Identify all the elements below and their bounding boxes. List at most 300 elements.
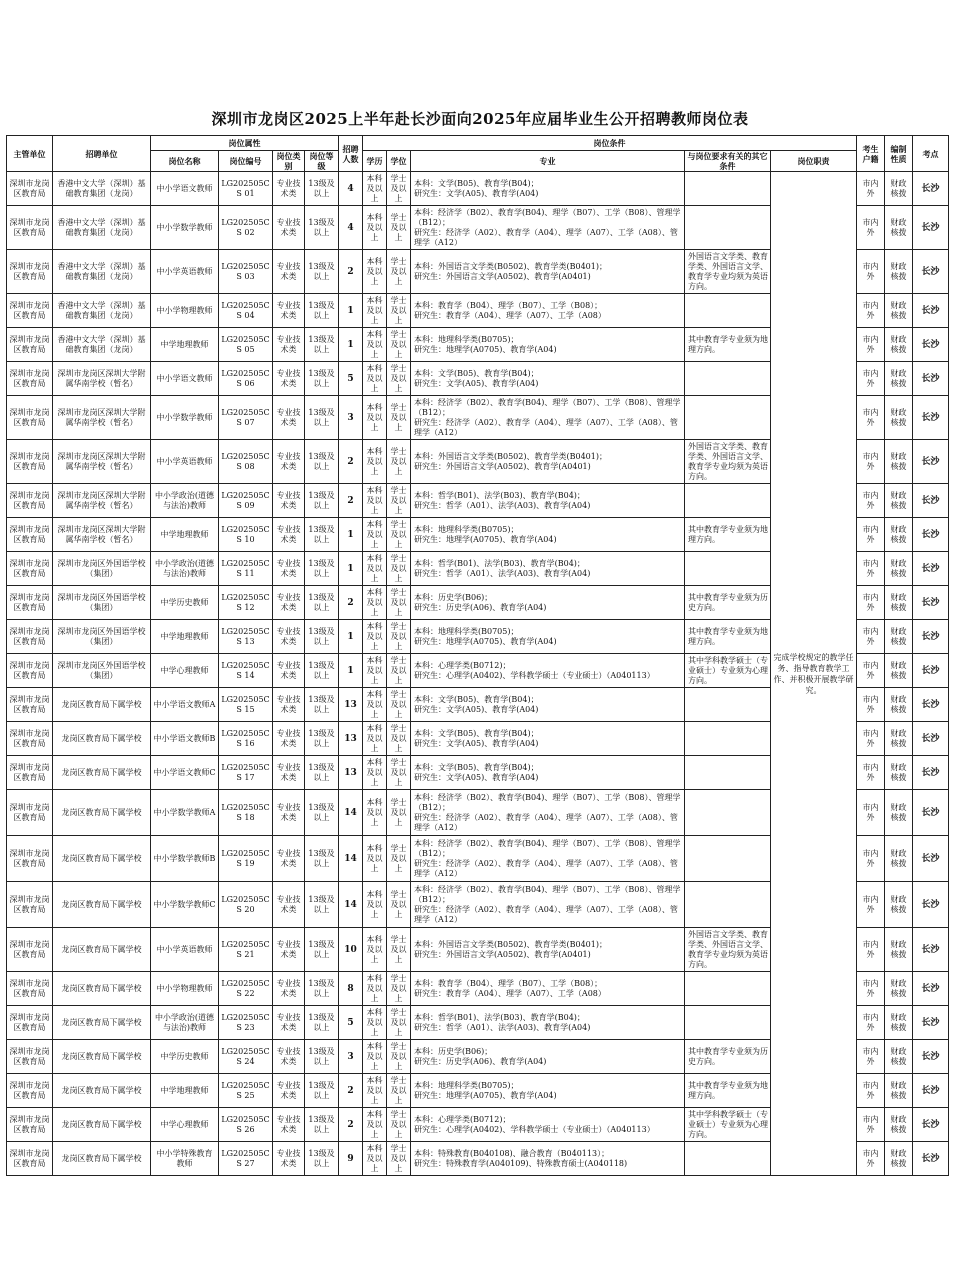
education-cell: 本科及以上	[363, 1040, 387, 1074]
position-name-cell: 中小学物理教师	[151, 294, 219, 328]
other-conditions-cell: 其中学科教学硕士（专业硕士）专业须为心理方向。	[685, 1108, 771, 1142]
position-level-cell: 13级及以上	[305, 250, 339, 294]
count-cell: 2	[339, 440, 363, 484]
position-type-cell: 专业技术类	[273, 440, 305, 484]
position-level-cell: 13级及以上	[305, 722, 339, 756]
header-pos-code: 岗位编号	[219, 151, 273, 172]
other-conditions-cell	[685, 1006, 771, 1040]
hukou-cell: 市内外	[857, 972, 885, 1006]
position-type-cell: 专业技术类	[273, 1074, 305, 1108]
unit-cell: 龙岗区教育局下属学校	[53, 1074, 151, 1108]
position-name-cell: 中小学特殊教育教师	[151, 1142, 219, 1176]
unit-cell: 深圳市龙岗区外国语学校（集团）	[53, 654, 151, 688]
header-pos-level: 岗位等级	[305, 151, 339, 172]
count-cell: 9	[339, 1142, 363, 1176]
position-name-cell: 中学历史教师	[151, 586, 219, 620]
header-other: 与岗位要求有关的其它条件	[685, 151, 771, 172]
header-pos-attr: 岗位属性	[151, 136, 339, 151]
hukou-cell: 市内外	[857, 362, 885, 396]
major-cell: 本科：心理学类(B0712)； 研究生：心理学(A0402)、学科教学硕士（专业硕士）（A040113）	[411, 1108, 685, 1142]
position-level-cell: 13级及以上	[305, 518, 339, 552]
count-cell: 13	[339, 688, 363, 722]
position-level-cell: 13级及以上	[305, 328, 339, 362]
position-name-cell: 中小学政治(道德与法治)教师	[151, 484, 219, 518]
position-type-cell: 专业技术类	[273, 362, 305, 396]
header-unit: 招聘单位	[53, 136, 151, 172]
education-cell: 本科及以上	[363, 1108, 387, 1142]
other-conditions-cell	[685, 206, 771, 250]
position-level-cell: 13级及以上	[305, 1108, 339, 1142]
position-code-cell: LG202505CS 16	[219, 722, 273, 756]
position-type-cell: 专业技术类	[273, 756, 305, 790]
exam-location-cell: 长沙	[913, 294, 949, 328]
position-name-cell: 中学地理教师	[151, 1074, 219, 1108]
position-type-cell: 专业技术类	[273, 1108, 305, 1142]
position-type-cell: 专业技术类	[273, 586, 305, 620]
dept-cell: 深圳市龙岗区教育局	[7, 654, 53, 688]
position-name-cell: 中学地理教师	[151, 328, 219, 362]
table-body	[7, 172, 949, 1176]
position-level-cell: 13级及以上	[305, 882, 339, 928]
funding-cell: 财政核拨	[885, 294, 913, 328]
education-cell: 本科及以上	[363, 688, 387, 722]
position-code-cell: LG202505CS 09	[219, 484, 273, 518]
position-code-cell: LG202505CS 07	[219, 396, 273, 440]
position-level-cell: 13级及以上	[305, 928, 339, 972]
position-type-cell: 专业技术类	[273, 790, 305, 836]
position-code-cell: LG202505CS 05	[219, 328, 273, 362]
position-code-cell: LG202505CS 21	[219, 928, 273, 972]
unit-cell: 香港中文大学（深圳）基础教育集团（龙岗）	[53, 250, 151, 294]
dept-cell: 深圳市龙岗区教育局	[7, 362, 53, 396]
hukou-cell: 市内外	[857, 1108, 885, 1142]
exam-location-cell: 长沙	[913, 722, 949, 756]
position-type-cell: 专业技术类	[273, 654, 305, 688]
funding-cell: 财政核拨	[885, 396, 913, 440]
unit-cell: 龙岗区教育局下属学校	[53, 722, 151, 756]
funding-cell: 财政核拨	[885, 1108, 913, 1142]
position-code-cell: LG202505CS 04	[219, 294, 273, 328]
position-code-cell: LG202505CS 23	[219, 1006, 273, 1040]
education-cell: 本科及以上	[363, 294, 387, 328]
education-cell: 本科及以上	[363, 328, 387, 362]
unit-cell: 深圳市龙岗区外国语学校（集团）	[53, 620, 151, 654]
count-cell: 2	[339, 484, 363, 518]
unit-cell: 香港中文大学（深圳）基础教育集团（龙岗）	[53, 206, 151, 250]
hukou-cell: 市内外	[857, 518, 885, 552]
count-cell: 5	[339, 362, 363, 396]
position-level-cell: 13级及以上	[305, 586, 339, 620]
unit-cell: 深圳市龙岗区深圳大学附属华南学校（暂名）	[53, 484, 151, 518]
count-cell: 14	[339, 790, 363, 836]
exam-location-cell: 长沙	[913, 328, 949, 362]
count-cell: 4	[339, 172, 363, 206]
dept-cell: 深圳市龙岗区教育局	[7, 1074, 53, 1108]
exam-location-cell: 长沙	[913, 172, 949, 206]
position-code-cell: LG202505CS 22	[219, 972, 273, 1006]
dept-cell: 深圳市龙岗区教育局	[7, 882, 53, 928]
position-level-cell: 13级及以上	[305, 836, 339, 882]
degree-cell: 学士及以上	[387, 836, 411, 882]
position-code-cell: LG202505CS 27	[219, 1142, 273, 1176]
position-type-cell: 专业技术类	[273, 206, 305, 250]
unit-cell: 深圳市龙岗区深圳大学附属华南学校（暂名）	[53, 362, 151, 396]
other-conditions-cell	[685, 396, 771, 440]
other-conditions-cell: 其中教育学专业须为地理方向。	[685, 620, 771, 654]
education-cell: 本科及以上	[363, 972, 387, 1006]
degree-cell: 学士及以上	[387, 294, 411, 328]
exam-location-cell: 长沙	[913, 1040, 949, 1074]
funding-cell: 财政核拨	[885, 362, 913, 396]
major-cell: 本科：文学(B05)、教育学(B04)； 研究生：文学(A05)、教育学(A04)	[411, 362, 685, 396]
position-level-cell: 13级及以上	[305, 1074, 339, 1108]
degree-cell: 学士及以上	[387, 518, 411, 552]
dept-cell: 深圳市龙岗区教育局	[7, 620, 53, 654]
exam-location-cell: 长沙	[913, 586, 949, 620]
position-level-cell: 13级及以上	[305, 172, 339, 206]
hukou-cell: 市内外	[857, 928, 885, 972]
hukou-cell: 市内外	[857, 688, 885, 722]
major-cell: 本科：历史学(B06)； 研究生：历史学(A06)、教育学(A04)	[411, 1040, 685, 1074]
table-row	[7, 172, 949, 206]
position-code-cell: LG202505CS 01	[219, 172, 273, 206]
major-cell: 本科：历史学(B06)； 研究生：历史学(A06)、教育学(A04)	[411, 586, 685, 620]
degree-cell: 学士及以上	[387, 250, 411, 294]
count-cell: 2	[339, 586, 363, 620]
exam-location-cell: 长沙	[913, 836, 949, 882]
position-type-cell: 专业技术类	[273, 722, 305, 756]
count-cell: 5	[339, 1006, 363, 1040]
major-cell: 本科：地理科学类(B0705)； 研究生：地理学(A0705)、教育学(A04)	[411, 328, 685, 362]
education-cell: 本科及以上	[363, 172, 387, 206]
dept-cell: 深圳市龙岗区教育局	[7, 1108, 53, 1142]
count-cell: 1	[339, 328, 363, 362]
header-edu: 学历	[363, 151, 387, 172]
recruitment-table	[6, 135, 949, 1176]
position-type-cell: 专业技术类	[273, 484, 305, 518]
other-conditions-cell: 其中学科教学硕士（专业硕士）专业须为心理方向。	[685, 654, 771, 688]
funding-cell: 财政核拨	[885, 484, 913, 518]
dept-cell: 深圳市龙岗区教育局	[7, 518, 53, 552]
other-conditions-cell	[685, 722, 771, 756]
unit-cell: 龙岗区教育局下属学校	[53, 1006, 151, 1040]
count-cell: 13	[339, 722, 363, 756]
funding-cell: 财政核拨	[885, 756, 913, 790]
position-name-cell: 中小学数学教师A	[151, 790, 219, 836]
count-cell: 3	[339, 1040, 363, 1074]
unit-cell: 香港中文大学（深圳）基础教育集团（龙岗）	[53, 294, 151, 328]
other-conditions-cell: 其中教育学专业须为地理方向。	[685, 518, 771, 552]
other-conditions-cell: 其中教育学专业须为地理方向。	[685, 1074, 771, 1108]
other-conditions-cell	[685, 688, 771, 722]
position-type-cell: 专业技术类	[273, 396, 305, 440]
position-name-cell: 中小学语文教师	[151, 362, 219, 396]
funding-cell: 财政核拨	[885, 722, 913, 756]
header-dept: 主管单位	[7, 136, 53, 172]
position-level-cell: 13级及以上	[305, 756, 339, 790]
education-cell: 本科及以上	[363, 552, 387, 586]
other-conditions-cell: 其中教育学专业须为历史方向。	[685, 1040, 771, 1074]
major-cell: 本科：教育学（B04）、理学（B07）、工学（B08）； 研究生：教育学（A04）、理学（A07）、工学（A08）	[411, 972, 685, 1006]
dept-cell: 深圳市龙岗区教育局	[7, 172, 53, 206]
degree-cell: 学士及以上	[387, 440, 411, 484]
funding-cell: 财政核拨	[885, 620, 913, 654]
education-cell: 本科及以上	[363, 484, 387, 518]
dept-cell: 深圳市龙岗区教育局	[7, 294, 53, 328]
major-cell: 本科：经济学（B02）、教育学(B04)、理学（B07）、工学（B08）、管理学（B12）； 研究生：经济学（A02）、教育学（A04）、理学（A07）、工学（A08）、管理学（A12）	[411, 790, 685, 836]
position-code-cell: LG202505CS 06	[219, 362, 273, 396]
count-cell: 1	[339, 518, 363, 552]
hukou-cell: 市内外	[857, 1142, 885, 1176]
count-cell: 4	[339, 206, 363, 250]
unit-cell: 香港中文大学（深圳）基础教育集团（龙岗）	[53, 172, 151, 206]
exam-location-cell: 长沙	[913, 620, 949, 654]
header-funding: 编制性质	[885, 136, 913, 172]
unit-cell: 龙岗区教育局下属学校	[53, 1142, 151, 1176]
position-type-cell: 专业技术类	[273, 294, 305, 328]
dept-cell: 深圳市龙岗区教育局	[7, 722, 53, 756]
major-cell: 本科：文学(B05)、教育学(B04)； 研究生：文学(A05)、教育学(A04)	[411, 688, 685, 722]
position-level-cell: 13级及以上	[305, 552, 339, 586]
education-cell: 本科及以上	[363, 722, 387, 756]
dept-cell: 深圳市龙岗区教育局	[7, 328, 53, 362]
exam-location-cell: 长沙	[913, 1142, 949, 1176]
other-conditions-cell	[685, 294, 771, 328]
count-cell: 13	[339, 756, 363, 790]
other-conditions-cell: 外国语言文学类、教育学类、外国语言文学、教育学专业均须为英语方向。	[685, 440, 771, 484]
unit-cell: 深圳市龙岗区外国语学校（集团）	[53, 552, 151, 586]
header-major: 专业	[411, 151, 685, 172]
exam-location-cell: 长沙	[913, 972, 949, 1006]
hukou-cell: 市内外	[857, 1006, 885, 1040]
hukou-cell: 市内外	[857, 484, 885, 518]
count-cell: 3	[339, 396, 363, 440]
other-conditions-cell	[685, 972, 771, 1006]
funding-cell: 财政核拨	[885, 1040, 913, 1074]
header-count: 招聘人数	[339, 136, 363, 172]
position-name-cell: 中小学数学教师C	[151, 882, 219, 928]
position-type-cell: 专业技术类	[273, 1006, 305, 1040]
funding-cell: 财政核拨	[885, 552, 913, 586]
dept-cell: 深圳市龙岗区教育局	[7, 790, 53, 836]
exam-location-cell: 长沙	[913, 440, 949, 484]
degree-cell: 学士及以上	[387, 620, 411, 654]
degree-cell: 学士及以上	[387, 790, 411, 836]
position-name-cell: 中小学英语教师	[151, 440, 219, 484]
other-conditions-cell	[685, 484, 771, 518]
position-type-cell: 专业技术类	[273, 620, 305, 654]
degree-cell: 学士及以上	[387, 722, 411, 756]
education-cell: 本科及以上	[363, 250, 387, 294]
other-conditions-cell	[685, 552, 771, 586]
dept-cell: 深圳市龙岗区教育局	[7, 484, 53, 518]
funding-cell: 财政核拨	[885, 972, 913, 1006]
major-cell: 本科：哲学(B01)、法学(B03)、教育学(B04)； 研究生：哲学（A01）、法学(A03)、教育学(A04)	[411, 484, 685, 518]
position-level-cell: 13级及以上	[305, 484, 339, 518]
position-level-cell: 13级及以上	[305, 440, 339, 484]
education-cell: 本科及以上	[363, 620, 387, 654]
exam-location-cell: 长沙	[913, 250, 949, 294]
position-name-cell: 中学心理教师	[151, 1108, 219, 1142]
education-cell: 本科及以上	[363, 836, 387, 882]
degree-cell: 学士及以上	[387, 1006, 411, 1040]
education-cell: 本科及以上	[363, 396, 387, 440]
education-cell: 本科及以上	[363, 882, 387, 928]
position-type-cell: 专业技术类	[273, 250, 305, 294]
position-code-cell: LG202505CS 24	[219, 1040, 273, 1074]
hukou-cell: 市内外	[857, 836, 885, 882]
hukou-cell: 市内外	[857, 206, 885, 250]
duty-cell: 完成学校规定的教学任务、指导教育教学工作、并积极开展教学研究。	[771, 172, 857, 1176]
education-cell: 本科及以上	[363, 928, 387, 972]
major-cell: 本科：外国语言文学类(B0502)、教育学类(B0401)； 研究生：外国语言文学(A0502)、教育学(A0401)	[411, 440, 685, 484]
other-conditions-cell	[685, 756, 771, 790]
position-code-cell: LG202505CS 11	[219, 552, 273, 586]
hukou-cell: 市内外	[857, 250, 885, 294]
count-cell: 14	[339, 836, 363, 882]
position-level-cell: 13级及以上	[305, 206, 339, 250]
position-level-cell: 13级及以上	[305, 362, 339, 396]
exam-location-cell: 长沙	[913, 518, 949, 552]
exam-location-cell: 长沙	[913, 484, 949, 518]
education-cell: 本科及以上	[363, 654, 387, 688]
dept-cell: 深圳市龙岗区教育局	[7, 928, 53, 972]
exam-location-cell: 长沙	[913, 882, 949, 928]
unit-cell: 龙岗区教育局下属学校	[53, 928, 151, 972]
dept-cell: 深圳市龙岗区教育局	[7, 972, 53, 1006]
funding-cell: 财政核拨	[885, 586, 913, 620]
position-level-cell: 13级及以上	[305, 294, 339, 328]
hukou-cell: 市内外	[857, 1040, 885, 1074]
position-code-cell: LG202505CS 02	[219, 206, 273, 250]
education-cell: 本科及以上	[363, 1074, 387, 1108]
funding-cell: 财政核拨	[885, 328, 913, 362]
hukou-cell: 市内外	[857, 328, 885, 362]
position-code-cell: LG202505CS 18	[219, 790, 273, 836]
major-cell: 本科：地理科学类(B0705)； 研究生：地理学(A0705)、教育学(A04)	[411, 1074, 685, 1108]
exam-location-cell: 长沙	[913, 362, 949, 396]
funding-cell: 财政核拨	[885, 206, 913, 250]
dept-cell: 深圳市龙岗区教育局	[7, 250, 53, 294]
position-name-cell: 中小学语文教师	[151, 172, 219, 206]
unit-cell: 龙岗区教育局下属学校	[53, 1040, 151, 1074]
position-type-cell: 专业技术类	[273, 836, 305, 882]
funding-cell: 财政核拨	[885, 1142, 913, 1176]
position-level-cell: 13级及以上	[305, 1142, 339, 1176]
exam-location-cell: 长沙	[913, 756, 949, 790]
position-level-cell: 13级及以上	[305, 1006, 339, 1040]
count-cell: 8	[339, 972, 363, 1006]
position-name-cell: 中小学数学教师B	[151, 836, 219, 882]
major-cell: 本科：哲学(B01)、法学(B03)、教育学(B04)； 研究生：哲学（A01）、法学(A03)、教育学(A04)	[411, 552, 685, 586]
other-conditions-cell: 其中教育学专业须为地理方向。	[685, 328, 771, 362]
position-type-cell: 专业技术类	[273, 972, 305, 1006]
position-level-cell: 13级及以上	[305, 654, 339, 688]
header-pos-type: 岗位类别	[273, 151, 305, 172]
position-level-cell: 13级及以上	[305, 1040, 339, 1074]
position-type-cell: 专业技术类	[273, 688, 305, 722]
hukou-cell: 市内外	[857, 440, 885, 484]
dept-cell: 深圳市龙岗区教育局	[7, 688, 53, 722]
position-code-cell: LG202505CS 03	[219, 250, 273, 294]
position-name-cell: 中学历史教师	[151, 1040, 219, 1074]
hukou-cell: 市内外	[857, 396, 885, 440]
other-conditions-cell	[685, 836, 771, 882]
position-name-cell: 中小学政治(道德与法治)教师	[151, 1006, 219, 1040]
other-conditions-cell	[685, 882, 771, 928]
funding-cell: 财政核拨	[885, 1074, 913, 1108]
count-cell: 1	[339, 654, 363, 688]
position-type-cell: 专业技术类	[273, 882, 305, 928]
unit-cell: 龙岗区教育局下属学校	[53, 836, 151, 882]
header-hukou: 考生户籍	[857, 136, 885, 172]
hukou-cell: 市内外	[857, 552, 885, 586]
count-cell: 2	[339, 250, 363, 294]
count-cell: 10	[339, 928, 363, 972]
position-name-cell: 中学地理教师	[151, 518, 219, 552]
other-conditions-cell	[685, 172, 771, 206]
funding-cell: 财政核拨	[885, 882, 913, 928]
degree-cell: 学士及以上	[387, 928, 411, 972]
header-exam: 考点	[913, 136, 949, 172]
degree-cell: 学士及以上	[387, 206, 411, 250]
funding-cell: 财政核拨	[885, 836, 913, 882]
major-cell: 本科：教育学（B04）、理学（B07）、工学（B08）； 研究生：教育学（A04）、理学（A07）、工学（A08）	[411, 294, 685, 328]
major-cell: 本科：经济学（B02）、教育学(B04)、理学（B07）、工学（B08）、管理学（B12）； 研究生：经济学（A02）、教育学（A04）、理学（A07）、工学（A08）、管理学（A12）	[411, 882, 685, 928]
position-type-cell: 专业技术类	[273, 328, 305, 362]
other-conditions-cell: 外国语言文学类、教育学类、外国语言文学、教育学专业均须为英语方向。	[685, 250, 771, 294]
unit-cell: 龙岗区教育局下属学校	[53, 1108, 151, 1142]
exam-location-cell: 长沙	[913, 396, 949, 440]
major-cell: 本科：特殊教育(B040108)、融合教育（B040113）； 研究生：特殊教育学(A040109)、特殊教育硕士(A040118)	[411, 1142, 685, 1176]
hukou-cell: 市内外	[857, 1074, 885, 1108]
position-name-cell: 中小学语文教师A	[151, 688, 219, 722]
hukou-cell: 市内外	[857, 586, 885, 620]
other-conditions-cell: 其中教育学专业须为历史方向。	[685, 586, 771, 620]
count-cell: 2	[339, 1108, 363, 1142]
degree-cell: 学士及以上	[387, 688, 411, 722]
position-code-cell: LG202505CS 17	[219, 756, 273, 790]
funding-cell: 财政核拨	[885, 440, 913, 484]
position-level-cell: 13级及以上	[305, 790, 339, 836]
dept-cell: 深圳市龙岗区教育局	[7, 1142, 53, 1176]
major-cell: 本科：经济学（B02）、教育学(B04)、理学（B07）、工学（B08）、管理学（B12）； 研究生：经济学（A02）、教育学（A04）、理学（A07）、工学（A08）、管理学（A12）	[411, 836, 685, 882]
position-name-cell: 中小学数学教师	[151, 396, 219, 440]
count-cell: 14	[339, 882, 363, 928]
degree-cell: 学士及以上	[387, 586, 411, 620]
position-type-cell: 专业技术类	[273, 518, 305, 552]
position-name-cell: 中小学英语教师	[151, 928, 219, 972]
unit-cell: 龙岗区教育局下属学校	[53, 756, 151, 790]
major-cell: 本科：经济学（B02）、教育学(B04)、理学（B07）、工学（B08）、管理学（B12）； 研究生：经济学（A02）、教育学（A04）、理学（A07）、工学（A08）、管理学（A12）	[411, 396, 685, 440]
hukou-cell: 市内外	[857, 882, 885, 928]
exam-location-cell: 长沙	[913, 928, 949, 972]
major-cell: 本科：哲学(B01)、法学(B03)、教育学(B04)； 研究生：哲学（A01）、法学(A03)、教育学(A04)	[411, 1006, 685, 1040]
hukou-cell: 市内外	[857, 790, 885, 836]
exam-location-cell: 长沙	[913, 206, 949, 250]
exam-location-cell: 长沙	[913, 790, 949, 836]
other-conditions-cell	[685, 790, 771, 836]
position-name-cell: 中小学语文教师B	[151, 722, 219, 756]
education-cell: 本科及以上	[363, 1006, 387, 1040]
exam-location-cell: 长沙	[913, 552, 949, 586]
exam-location-cell: 长沙	[913, 654, 949, 688]
position-type-cell: 专业技术类	[273, 552, 305, 586]
funding-cell: 财政核拨	[885, 688, 913, 722]
unit-cell: 龙岗区教育局下属学校	[53, 882, 151, 928]
position-code-cell: LG202505CS 20	[219, 882, 273, 928]
position-level-cell: 13级及以上	[305, 396, 339, 440]
